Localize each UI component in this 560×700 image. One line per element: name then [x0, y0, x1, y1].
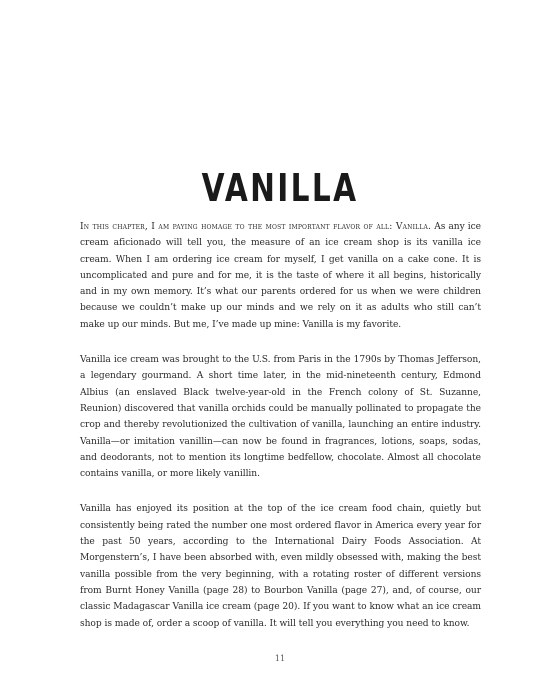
chapter-title: VANILLA [201, 166, 359, 210]
intro-paragraph [80, 219, 481, 333]
popularity-paragraph: Vanilla has enjoyed its position at the top of the ice cream food chain, quietly but consistently being rated the number one most ordered flavor in America every year for the past 50 years, according to the International Dairy Foods Association. At Morgenstern’s, I have been absorbed with, even mildly obsessed with, making the best vanilla possible from the very beginning, with a rotating roster of different versions from Burnt Honey Vanilla (page 28) to Bourbon Vanilla (page 27), and, of course, our classic Madagascar Vanilla ice cream (page 20). If you want to know what an ice cream shop is made of, order a scoop of vanilla. It will tell you everything you need to know. [80, 504, 481, 629]
intro-paragraph-text: As any ice cream aficionado will tell you, the measure of an ice cream shop is its vanilla ice cream. When I am ordering ice cream for myself, I get vanilla on a cake cone. It is uncomplicated and pure and for me, it is the taste of where it all begins, historically and in my own memory. It’s what our parents ordered for us when we were children because we couldn’t make up our minds and we rely on it as adults who still can’t make up our minds. But me, I’ve made up mine: Vanilla is my favorite. [80, 222, 482, 330]
chapter-body [80, 219, 481, 651]
history-paragraph: Vanilla ice cream was brought to the U.S. from Paris in the 1790s by Thomas Jefferson, a legendary gourmand. A short time later, in the mid-nineteenth century, Edmond Albius (an enslaved Black twelve-year-old in the French colony of St. Suzanne, Reunion) discovered that vanilla orchids could be manually pollinated to propagate the crop and thereby revolutionized the cultivation of vanilla, launching an entire industry. Vanilla—or imitation vanillin—can now be found in fragrances, lotions, soaps, sodas, and deodorants, not to mention its longtime bedfellow, chocolate. Almost all chocolate contains vanilla, or more likely vanillin. [80, 355, 481, 480]
page-number: 11 [274, 654, 286, 663]
intro-lead-smallcaps: In this chapter, I am paying homage to the most important flavor of all: Vanilla. [80, 222, 432, 232]
